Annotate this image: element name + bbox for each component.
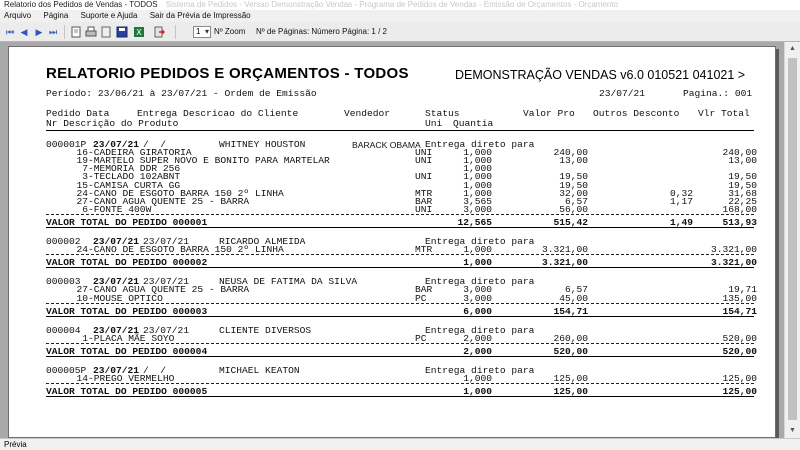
item-total: 3.321,00 [710, 244, 757, 256]
item-unit: UNI [415, 203, 433, 215]
order-status: Entrega direto para [425, 139, 535, 150]
order-number: 000001P [46, 139, 87, 150]
order-number: 000002 [46, 236, 81, 247]
order-date: 23/07/21 [93, 324, 140, 336]
zoom-label: Nº Zoom [214, 27, 246, 36]
item-quantity: 1,000 [463, 179, 492, 191]
order-total-rule [46, 356, 754, 357]
order-client: CLIENTE DIVERSOS [219, 324, 312, 336]
order-client: RICARDO ALMEIDA [219, 236, 306, 247]
scroll-thumb[interactable] [788, 58, 797, 420]
item-total: 19,50 [728, 171, 757, 183]
order-number: 000004 [46, 324, 81, 336]
item-unit: PC [415, 292, 427, 304]
order-total-price: 515,42 [553, 216, 588, 228]
order-total-value: 154,71 [722, 305, 757, 317]
order-divider [46, 303, 754, 304]
report-company: DEMONSTRAÇÃO VENDAS v6.0 010521 041021 > [455, 68, 746, 82]
report-print-date: 23/07/21 [599, 88, 646, 99]
item-price: 13,00 [559, 155, 588, 167]
item-description: 15-CAMISA CURTA GG [76, 179, 181, 191]
col-pedido-data: Pedido Data [46, 108, 110, 119]
order-total-quantity: 1,000 [463, 386, 492, 398]
item-description: 24-CANO DE ESGOTO BARRA 150 2º LINHA [76, 187, 284, 199]
print-icon[interactable] [85, 26, 97, 38]
next-page-icon[interactable]: ▶ [35, 27, 43, 37]
toolbar-separator [175, 25, 176, 39]
order-delivery-date: 23/07/21 [143, 324, 190, 336]
item-price: 56,00 [559, 203, 588, 215]
item-unit: MTR [415, 187, 433, 199]
order-total-label: VALOR TOTAL DO PEDIDO 000005 [46, 386, 208, 398]
order-total-value: 520,00 [722, 345, 757, 357]
item-description: 3-TECLADO 102ABNT [82, 171, 181, 183]
item-quantity: 1,000 [463, 171, 492, 183]
report-page-number: Pagina.: 001 [683, 88, 753, 99]
item-unit: MTR [415, 244, 433, 256]
item-unit: PC [415, 332, 427, 344]
item-quantity: 2,000 [463, 332, 492, 344]
item-quantity: 3,565 [463, 195, 492, 207]
order-total-price: 154,71 [553, 305, 588, 317]
col-vendedor: Vendedor [344, 108, 391, 119]
report-page [8, 46, 776, 438]
order-date: 23/07/21 [93, 365, 140, 376]
window-title-ghost: Sistema de Pedidos - Versao Demonstração Vendas - Programa de Pedidos de Vendas - Emissão de Orçamentos - Orçamento [165, 0, 619, 9]
order-total-label: VALOR TOTAL DO PEDIDO 000004 [46, 345, 208, 357]
menu-arquivo[interactable]: Arquivo [4, 11, 32, 20]
vertical-scrollbar[interactable] [784, 42, 800, 438]
col-outros-desconto: Outros Desconto [593, 108, 680, 119]
menu-sair-previa[interactable]: Sair da Prévia de Impressão [149, 11, 251, 20]
order-delivery-date: 23/07/21 [143, 236, 190, 247]
export-icon[interactable] [133, 26, 145, 38]
item-total: 19,71 [728, 284, 757, 296]
col-nr-descricao: Nr Descrição do Produto [46, 118, 179, 129]
menu-suporte-ajuda[interactable]: Suporte e Ajuda [80, 11, 138, 20]
order-seller: BARACK OBAMA [352, 140, 421, 150]
order-total-price: 520,00 [553, 345, 588, 357]
status-bar [0, 438, 800, 450]
window-title-bar [0, 0, 800, 10]
item-price: 6,57 [564, 195, 588, 207]
col-valor-pro: Valor Pro [523, 108, 575, 119]
item-total: 31,68 [728, 187, 757, 199]
order-total-price: 125,00 [553, 386, 588, 398]
order-total-price: 3.321,00 [541, 257, 588, 269]
item-price: 260,00 [553, 332, 588, 344]
zoom-dropdown[interactable] [193, 26, 211, 38]
item-description: 6-FONTE 400W [82, 203, 152, 215]
window-title: Relatorio dos Pedidos de Vendas - TODOS [4, 0, 158, 9]
item-description: 27-CANO AGUA QUENTE 25 - BARRA [76, 284, 250, 296]
item-price: 125,00 [553, 373, 588, 385]
preview-area[interactable] [0, 42, 800, 438]
order-divider [46, 343, 754, 344]
header-divider [46, 130, 754, 131]
order-delivery-date: / / [143, 139, 167, 150]
item-description: 27-CANO AGUA QUENTE 25 - BARRA [76, 195, 250, 207]
order-divider [46, 214, 754, 215]
order-total-discount: 1,49 [669, 216, 693, 228]
item-total: 135,00 [722, 292, 757, 304]
item-quantity: 3,000 [463, 284, 492, 296]
order-total-label: VALOR TOTAL DO PEDIDO 000002 [46, 257, 208, 269]
item-description: 16-CADEIRA GIRATORIA [76, 147, 192, 159]
item-total: 240,00 [722, 147, 757, 159]
menu-bar [0, 10, 800, 22]
col-status: Status [425, 108, 460, 119]
menu-pagina[interactable]: Página [43, 11, 69, 20]
item-description: 24-CANO DE ESGOTO BARRA 150 2º LINHA [76, 244, 284, 256]
item-quantity: 1,000 [463, 187, 492, 199]
item-quantity: 3,000 [463, 292, 492, 304]
order-divider [46, 254, 754, 255]
order-total-label: VALOR TOTAL DO PEDIDO 000003 [46, 305, 208, 317]
first-page-icon[interactable]: ⏮ [5, 27, 15, 37]
order-status: Entrega direto para [425, 324, 535, 336]
order-total-rule [46, 267, 754, 268]
item-unit: BAR [415, 195, 433, 207]
order-total-quantity: 12,565 [457, 216, 492, 228]
item-unit: UNI [415, 155, 433, 167]
item-price: 32,00 [559, 187, 588, 199]
item-unit: UNI [415, 147, 433, 159]
order-total-label: VALOR TOTAL DO PEDIDO 000001 [46, 216, 208, 228]
col-entrega-cliente: Entrega Descricao do Cliente [137, 108, 299, 119]
order-client: WHITNEY HOUSTON [219, 139, 306, 150]
col-vlr-total: Vlr Total [698, 108, 750, 119]
order-client: NEUSA DE FATIMA DA SILVA [219, 276, 358, 288]
item-description: 7-MEMÓRIA DDR 256 [82, 163, 181, 175]
col-uni: Uni [425, 118, 443, 129]
item-total: 520,00 [722, 332, 757, 344]
order-number: 000003 [46, 276, 81, 288]
order-total-quantity: 2,000 [463, 345, 492, 357]
order-status: Entrega direto para [425, 365, 535, 376]
col-quantia: Quantia [453, 118, 494, 129]
item-quantity: 1,000 [463, 244, 492, 256]
item-price: 6,57 [564, 284, 588, 296]
scroll-up-icon[interactable]: ▲ [789, 45, 796, 52]
order-status: Entrega direto para [425, 276, 535, 288]
zoom-value: 1 [196, 27, 201, 36]
order-delivery-date: / / [143, 365, 167, 376]
item-description: 10-MOUSE OPTICO [76, 292, 163, 304]
scroll-down-icon[interactable]: ▼ [789, 427, 796, 434]
page-icon[interactable] [100, 26, 112, 38]
order-client: MICHAEL KEATON [219, 365, 300, 376]
save-icon[interactable] [116, 26, 128, 38]
item-discount: 1,17 [669, 195, 693, 207]
report-period: Período: 23/06/21 à 23/07/21 - Ordem de Emissão [46, 88, 317, 99]
order-total-value: 513,93 [722, 216, 757, 228]
order-date: 23/07/21 [93, 236, 140, 247]
item-total: 19,50 [728, 179, 757, 191]
item-total: 22,25 [728, 195, 757, 207]
order-total-rule [46, 227, 754, 228]
order-date: 23/07/21 [93, 276, 140, 288]
item-price: 3.321,00 [541, 244, 588, 256]
order-total-rule [46, 396, 754, 397]
order-total-quantity: 1,000 [463, 257, 492, 269]
order-total-value: 125,00 [722, 386, 757, 398]
toolbar [0, 22, 800, 42]
item-total: 13,00 [728, 155, 757, 167]
svg-text:X: X [136, 28, 142, 37]
item-total: 168,00 [722, 203, 757, 215]
item-price: 45,00 [559, 292, 588, 304]
item-price: 240,00 [553, 147, 588, 159]
report-title: RELATORIO PEDIDOS E ORÇAMENTOS - TODOS [46, 65, 409, 82]
page-count-label: Nº de Páginas: Número Página: 1 / 2 [256, 27, 387, 36]
toolbar-separator [64, 25, 65, 39]
order-date: 23/07/21 [93, 139, 140, 150]
order-total-value: 3.321,00 [710, 257, 757, 269]
last-page-icon[interactable]: ⏭ [48, 27, 58, 37]
status-text: Prévia [4, 440, 27, 449]
item-price: 19,50 [559, 179, 588, 191]
order-status: Entrega direto para [425, 236, 535, 247]
prev-page-icon[interactable]: ◀ [20, 27, 28, 37]
order-delivery-date: 23/07/21 [143, 276, 190, 288]
order-number: 000005P [46, 365, 87, 376]
item-quantity: 1,000 [463, 155, 492, 167]
item-unit: UNI [415, 171, 433, 183]
order-divider [46, 383, 754, 384]
item-unit: BAR [415, 284, 433, 296]
order-total-rule [46, 316, 754, 317]
item-quantity: 3,000 [463, 203, 492, 215]
item-description: 1-PLACA MÃE SOYO [82, 332, 175, 344]
order-total-quantity: 6,000 [463, 305, 492, 317]
page-setup-icon[interactable] [70, 26, 82, 38]
item-total: 125,00 [722, 373, 757, 385]
item-discount: 0,32 [669, 187, 693, 199]
item-quantity: 1,000 [463, 163, 492, 175]
item-quantity: 1,000 [463, 373, 492, 385]
item-description: 19-MARTELO SUPER NOVO E BONITO PARA MARTELAR [76, 155, 330, 167]
item-price: 19,50 [559, 171, 588, 183]
item-quantity: 1,000 [463, 147, 492, 159]
item-description: 14-PREGO VERMELHO [76, 373, 175, 385]
exit-icon[interactable] [153, 26, 165, 38]
